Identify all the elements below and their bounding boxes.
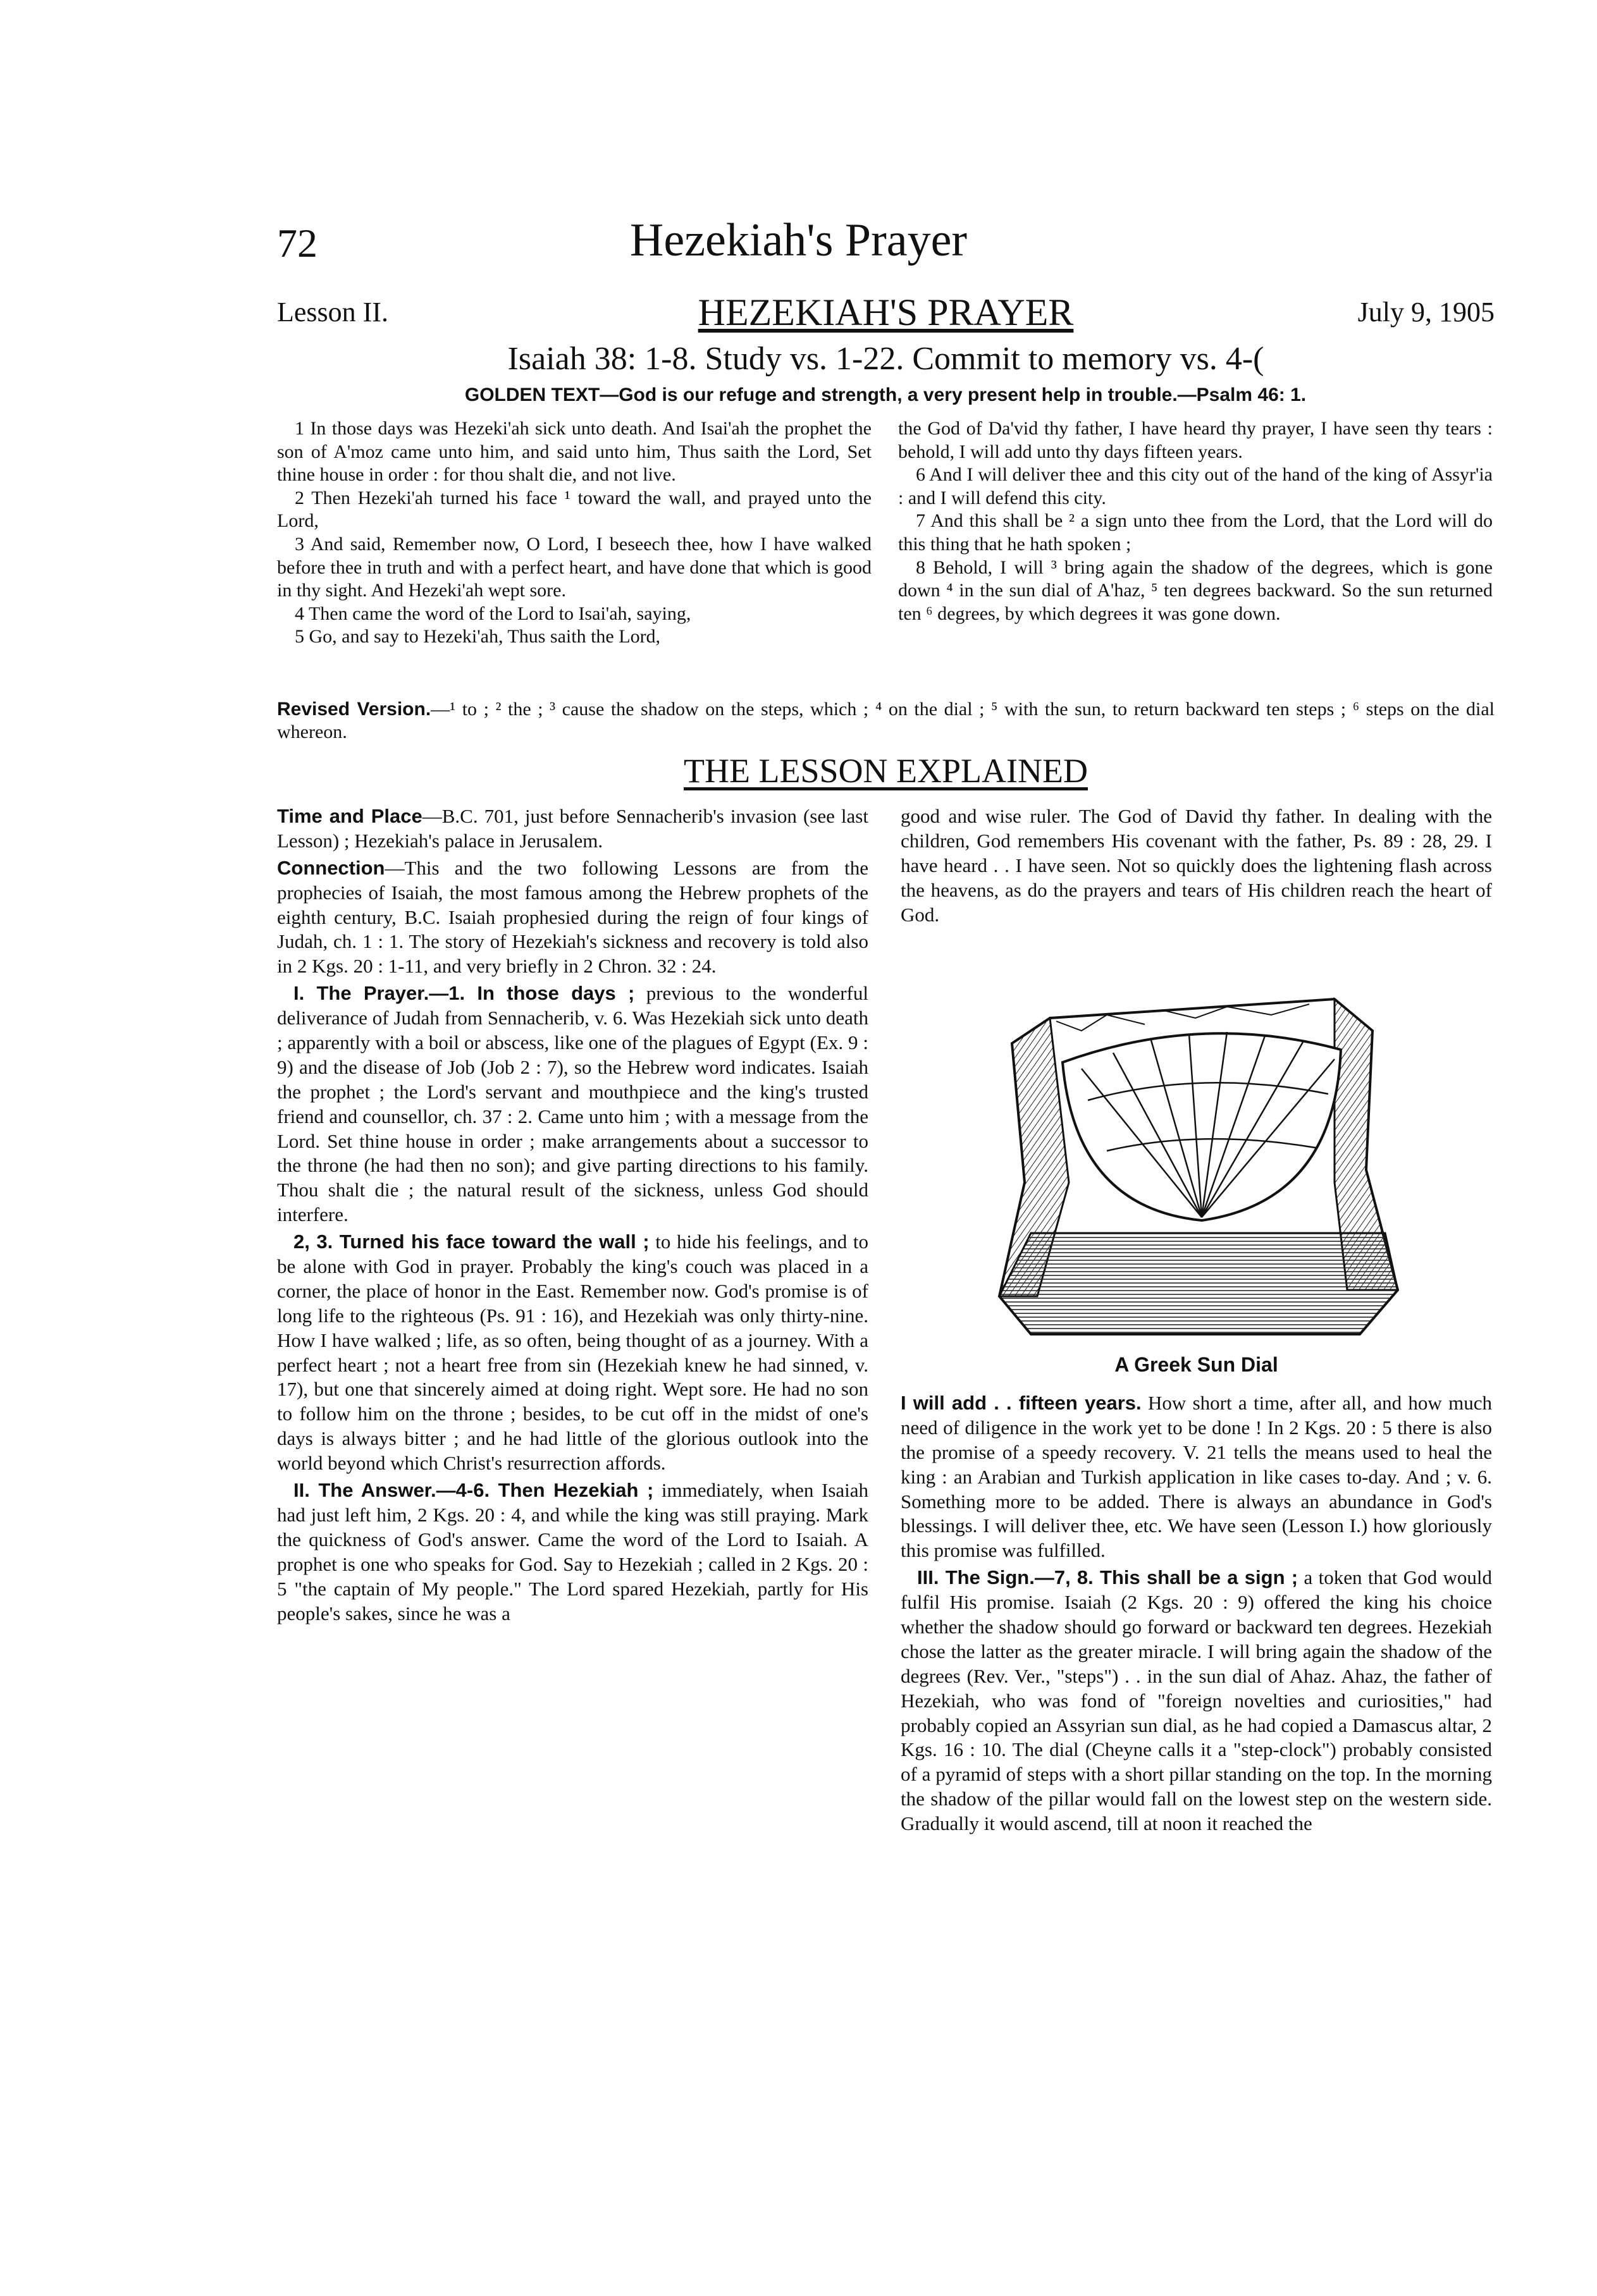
page-number: 72: [277, 221, 318, 266]
sun-dial-illustration: [955, 993, 1436, 1347]
figure-caption: A Greek Sun Dial: [1114, 1353, 1278, 1376]
paragraph-text: —B.C. 701, just before Sennacherib's invasion (see last Lesson) ; Hezekiah's palace in Jerusalem.: [277, 805, 868, 852]
verse: the God of Da'vid thy father, I have heard thy prayer, I have seen thy tears : behold, I will add unto thy days fifteen years.: [898, 418, 1493, 462]
verse: 1 In those days was Hezeki'ah sick unto death. And Isai'ah the prophet the son of A'moz came unto him, and said unto him, Thus saith the Lord, Set thine house in order : for thou shalt die, and not live.: [277, 418, 872, 486]
paragraph-text: How short a time, after all, and how much need of diligence in the work yet to be done ! In 2 Kgs. 20 : 5 there is also the promise of a speedy recovery. V. 21 tells the means used to heal the king : an Arabian and Turkish application in like cases to-day. And ; v. 6. Something more to be added. There is always an abundance in God's blessings. I will deliver thee, etc. We have seen (Lesson I.) how gloriously this promise was fulfilled.: [901, 1392, 1493, 1562]
verse: 4 Then came the word of the Lord to Isai'ah, saying,: [295, 603, 691, 624]
revised-text: —¹ to ; ² the ; ³ cause the shadow on the steps, which ; ⁴ on the dial ; ⁵ with the sun, to return backward ten steps ; ⁶ steps on the dial whereon.: [277, 699, 1495, 742]
paragraph-lead: 2, 3. Turned his face toward the wall ;: [293, 1231, 650, 1253]
paragraph: [277, 856, 868, 979]
verse: 7 And this shall be ² a sign unto thee from the Lord, that the Lord will do this thing that he hath spoken ;: [898, 510, 1493, 555]
verse: 6 And I will deliver thee and this city out of the hand of the king of Assyr'ia : and I will defend this city.: [898, 464, 1493, 508]
paragraph-text: —This and the two following Lessons are from the prophecies of Isaiah, the most famous among the Hebrew prophets of the eighth century, B.C. Isaiah prophesied during the reign of four kings of Judah, ch. 1 : 1. The story of Hezekiah's sickness and recovery is told also in 2 Kgs. 20 : 1-11, and very briefly in 2 Chron. 32 : 24.: [277, 856, 868, 978]
lesson-header: [277, 292, 1495, 340]
lesson-title: HEZEKIAH'S PRAYER: [698, 292, 1074, 333]
revised-version-note: [277, 698, 1495, 744]
paragraph-lead: I. The Prayer.—1. In those days ;: [293, 982, 635, 1005]
paragraph: [277, 981, 868, 1227]
paragraph-text: to hide his feelings, and to be alone with God in prayer. Probably the king's couch was placed in a corner, the place of honor in the East. Remember now. God's promise is of long life to the righteous (Ps. 91 : 16), and Hezekiah was only thirty-nine. How I have walked ; life, as so often, being thought of as a journey. With a perfect heart ; not a heart free from sin (Hezekiah knew he had sinned, v. 17), but one that sincerely aimed at doing right. Wept sore. He had no son to follow him on the throne ; besides, to be cut off in the midst of one's days is always bitter ; and he had little of the glorious outlook into the world beyond which Christ's resurrection affords.: [277, 1231, 868, 1475]
golden-text: GOLDEN TEXT—God is our refuge and strength, a very present help in trouble.—Psalm 46: 1.: [464, 384, 1307, 405]
running-title: Hezekiah's Prayer: [629, 214, 968, 266]
sun-dial-drawing: [955, 993, 1436, 1347]
paragraph-lead: I will add . . fifteen years.: [901, 1392, 1142, 1414]
paragraph: [901, 1391, 1492, 1563]
verse: 8 Behold, I will ³ bring again the shadow of the degrees, which is gone down ⁴ in the sun dial of A'haz, ⁵ ten degrees backward. So the sun returned ten ⁶ degrees, by which degrees it was gone down.: [898, 556, 1493, 624]
paragraph-lead: II. The Answer.—4-6. Then Hezekiah ;: [293, 1479, 654, 1502]
lesson-number: Lesson II.: [277, 297, 388, 328]
scripture-right-column: [898, 417, 1493, 696]
paragraph-text: a token that God would fulfil His promise. Isaiah (2 Kgs. 20 : 9) offered the king his choice whether the shadow should go forward or backward ten degrees. Hezekiah chose the latter as the greater miracle. I will bring again the shadow of the degrees (Rev. Ver., "steps") . . in the sun dial of Ahaz. Ahaz, the father of Hezekiah, who was fond of "foreign novelties and curiosities," had probably copied an Assyrian sun dial, as he had copied a Damascus altar, 2 Kgs. 16 : 10. The dial (Cheyne calls it a "step-clock") probably consisted of a pyramid of steps with a short pillar standing on the top. In the morning the shadow of the pillar would fall on the lowest step on the western side. Gradually it would ascend, till at noon it reached the: [901, 1566, 1492, 1835]
running-header: [0, 209, 1597, 278]
paragraph: [277, 804, 868, 854]
section-heading: [277, 751, 1495, 790]
paragraph-text: previous to the wonderful deliverance of Judah from Sennacherib, v. 6. Was Hezekiah sick unto death ; apparently with a boil or abscess, like one of the plagues of Egypt (Ex. 9 : 9) and the disease of Job (Job 2 : 7), so the Hebrew word indicates. Isaiah the prophet ; the Lord's servant and mouthpiece and the king's trusted friend and counsellor, ch. 37 : 2. Came unto him ; with a message from the Lord. Set thine house in order ; make arrangements about a successor to the throne (he had then no son); and give parting directions to his family. Thou shalt die ; the natural result of the sickness, unless God should interfere.: [277, 982, 868, 1226]
lesson-explained-heading: THE LESSON EXPLAINED: [684, 752, 1088, 790]
paragraph: [901, 1566, 1492, 1836]
paragraph-lead: III. The Sign.—7, 8. This shall be a sign ;: [917, 1566, 1298, 1589]
verse: 5 Go, and say to Hezeki'ah, Thus saith the Lord,: [295, 626, 661, 648]
paragraph-lead: Time and Place: [277, 805, 422, 827]
paragraph-lead: Connection: [277, 856, 385, 879]
paragraph: [277, 1230, 868, 1476]
paragraph: good and wise ruler. The God of David thy father. In dealing with the children, God remembers His covenant with the father, Ps. 89 : 28, 29. I have heard . . I have seen. Not so quickly does the lightening flash across the heavens, as do the prayers and tears of His children reach the heart of God.: [901, 805, 1492, 926]
left-commentary-column: [277, 804, 868, 1628]
revised-label: Revised Version.: [277, 699, 431, 720]
verse: 3 And said, Remember now, O Lord, I beseech thee, how I have walked before thee in truth and with a perfect heart, and have done that which is good in thy sight. And Hezeki'ah wept sore.: [277, 533, 872, 601]
verse: 2 Then Hezeki'ah turned his face ¹ toward the wall, and prayed unto the Lord,: [277, 487, 872, 532]
paragraph-text: immediately, when Isaiah had just left him, 2 Kgs. 20 : 4, and while the king was still praying. Mark the quickness of God's answer. Came the word of the Lord to Isaiah. A prophet is one who speaks for God. Say to Hezekiah ; called in 2 Kgs. 20 : 5 "the captain of My people." The Lord spared Hezekiah, partly for His people's sakes, since he was a: [277, 1479, 869, 1624]
right-commentary-bottom: [901, 1391, 1492, 1839]
right-commentary-top: [901, 804, 1492, 930]
paragraph: [277, 1478, 868, 1626]
scripture-left-column: [277, 417, 872, 696]
lesson-date: July 9, 1905: [1357, 297, 1495, 328]
scripture-reference: Isaiah 38: 1-8. Study vs. 1-22. Commit to memory vs. 4-(: [507, 341, 1264, 377]
